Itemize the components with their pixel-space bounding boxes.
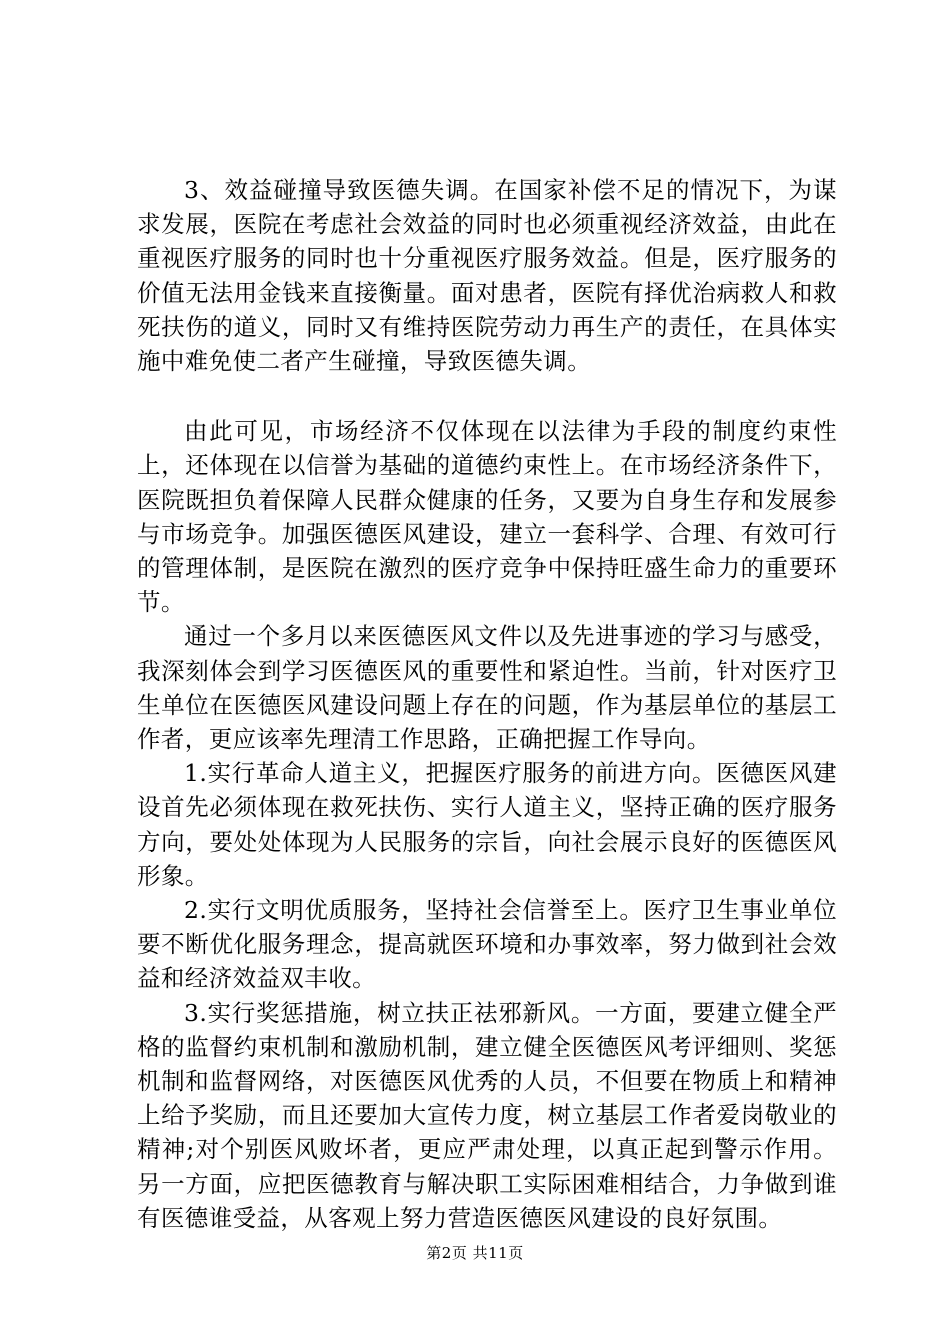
paragraph-item-1: 1.实行革命人道主义，把握医疗服务的前进方向。医德医风建设首先必须体现在救死扶伤、实行人道主义，坚持正确的医疗服务方向，要处处体现为人民服务的宗旨，向社会展示良好的医德医风形象。 <box>137 759 837 890</box>
paragraph-market-economy: 由此可见，市场经济不仅体现在以法律为手段的制度约束性上，还体现在以信誉为基础的道德约束性上。在市场经济条件下，医院既担负着保障人民群众健康的任务，又要为自身生存和发展参与市场竞争。加强医德医风建设，建立一套科学、合理、有效可行的管理体制，是医院在激烈的医疗竞争中保持旺盛生命力的重要环节。 <box>137 417 837 617</box>
page-number-footer: 第2页 共11页 <box>426 1244 524 1262</box>
paragraph-item-3: 3.实行奖惩措施，树立扶正祛邪新风。一方面，要建立健全严格的监督约束机制和激励机制，建立健全医德医风考评细则、奖惩机制和监督网络，对医德医风优秀的人员，不但要在物质上和精神上给予奖励，而且还要加大宣传力度，树立基层工作者爱岗敬业的精神;对个别医风败坏者，更应严肃处理，以真正起到警示作用。另一方面，应把医德教育与解决职工实际困难相结合，力争做到谁有医德谁受益，从客观上努力营造医德医风建设的良好氛围。 <box>137 998 837 1232</box>
paragraph-gap <box>137 378 837 414</box>
paragraph-study-reflection: 通过一个多月以来医德医风文件以及先进事迹的学习与感受，我深刻体会到学习医德医风的重要性和紧迫性。当前，针对医疗卫生单位在医德医风建设问题上存在的问题，作为基层单位的基层工作者，更应该率先理清工作思路，正确把握工作导向。 <box>137 622 837 754</box>
document-body <box>137 173 837 1235</box>
paragraph-benefit-conflict: 3、效益碰撞导致医德失调。在国家补偿不足的情况下，为谋求发展，医院在考虑社会效益的同时也必须重视经济效益，由此在重视医疗服务的同时也十分重视医疗服务效益。但是，医疗服务的价值无法用金钱来直接衡量。面对患者，医院有择优治病救人和救死扶伤的道义，同时又有维持医院劳动力再生产的责任，在具体实施中难免使二者产生碰撞，导致医德失调。 <box>137 176 837 376</box>
paragraph-item-2: 2.实行文明优质服务，坚持社会信誉至上。医疗卫生事业单位要不断优化服务理念，提高就医环境和办事效率，努力做到社会效益和经济效益双丰收。 <box>137 896 837 993</box>
